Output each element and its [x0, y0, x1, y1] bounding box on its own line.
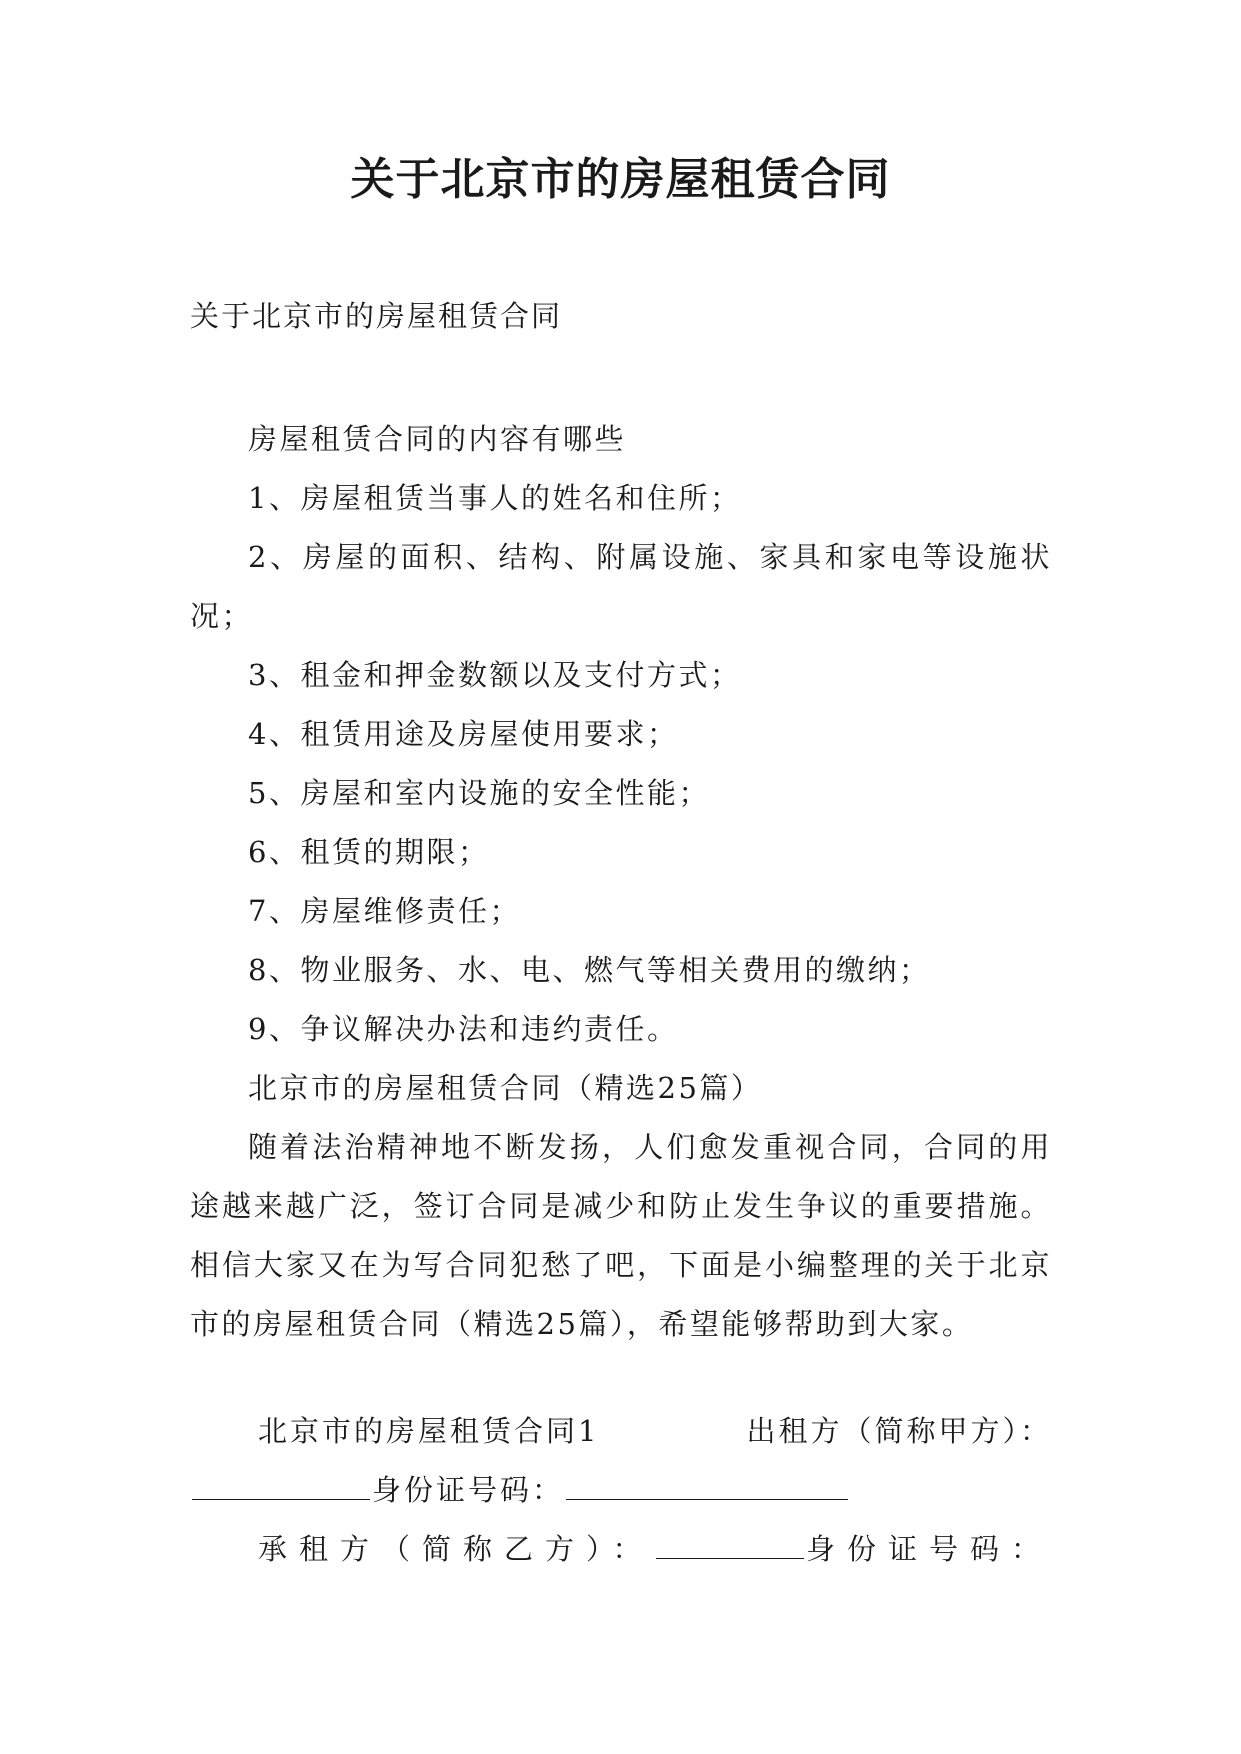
contract-header: [190, 1402, 1052, 1579]
document-title: 关于北京市的房屋租赁合同: [350, 154, 891, 205]
lessee-label: 承租方（简称乙方）：: [258, 1532, 654, 1566]
id-label-2: 身份证号码：: [805, 1532, 1052, 1566]
id-label-1: 身份证号码：: [372, 1473, 565, 1507]
paragraph-contents-heading: 房屋租赁合同的内容有哪些: [248, 422, 627, 456]
document-body: [190, 410, 1052, 1354]
contract-line-lessee: [190, 1520, 1052, 1579]
list-item: 5、房屋和室内设施的安全性能；: [248, 776, 710, 810]
intro-paragraph: 随着法治精神地不断发扬，人们愈发重视合同，合同的用途越来越广泛，签订合同是减少和防止发生争议的重要措施。相信大家又在为写合同犯愁了吧，下面是小编整理的关于北京市的房屋租赁合同（精选25篇），希望能够帮助到大家。: [190, 1130, 1052, 1341]
list-item: 6、租赁的期限；: [248, 835, 490, 869]
list-item: 4、租赁用途及房屋使用要求；: [248, 717, 679, 751]
lessee-name-blank: [656, 1530, 804, 1559]
contract-heading: 北京市的房屋租赁合同1: [258, 1414, 600, 1448]
list-item: 2、房屋的面积、结构、附属设施、家具和家电等设施状况；: [190, 540, 1052, 633]
contract-line-id-1: [190, 1461, 1052, 1520]
lessor-label: 出租方（简称甲方）：: [746, 1414, 1052, 1448]
lessor-name-blank: [192, 1471, 370, 1500]
list-item: 3、租金和押金数额以及支付方式；: [248, 658, 742, 692]
list-item: 1、房屋租赁当事人的姓名和住所；: [248, 481, 742, 515]
list-item: 8、物业服务、水、电、燃气等相关费用的缴纳；: [248, 953, 931, 987]
contract-line-lessor: [190, 1402, 1052, 1461]
section-heading: 北京市的房屋租赁合同（精选25篇）: [248, 1071, 763, 1105]
document-subtitle: 关于北京市的房屋租赁合同: [190, 299, 563, 333]
lessor-id-blank: [566, 1471, 848, 1500]
list-item: 9、争议解决办法和违约责任。: [248, 1012, 679, 1046]
list-item: 7、房屋维修责任；: [248, 894, 521, 928]
